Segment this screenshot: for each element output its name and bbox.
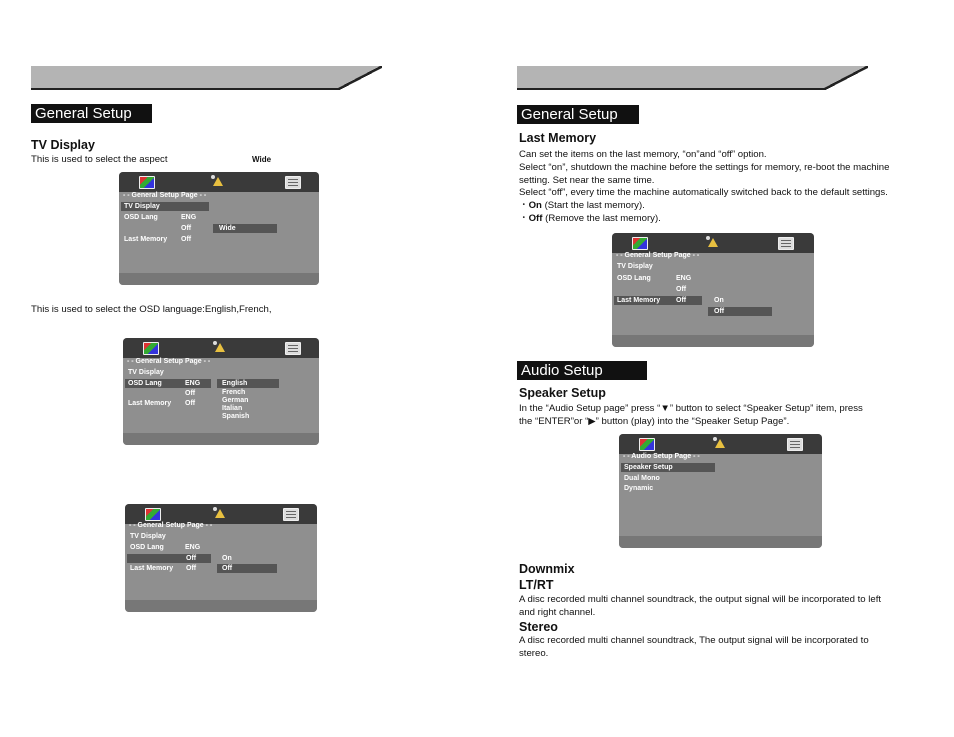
osd-page-title: - - General Setup Page - -: [123, 192, 207, 199]
osd-lang-option-4[interactable]: Italian: [222, 405, 243, 412]
osd-page-title: - - General Setup Page - -: [127, 358, 211, 365]
tv-icon: [632, 237, 648, 250]
osd-option-off[interactable]: Off: [714, 308, 725, 315]
tv-display-heading: TV Display: [31, 138, 95, 152]
osd-lang-option-1[interactable]: English: [222, 380, 248, 387]
osd-last-memory[interactable]: Last Memory: [124, 236, 168, 243]
osd-option-wide[interactable]: Wide: [219, 225, 236, 232]
osd-last-memory-value: Off: [185, 400, 196, 407]
osd-eng-value: ENG: [185, 544, 201, 551]
osd-osd-lang[interactable]: OSD Lang: [130, 544, 164, 551]
osd-lang-option-3[interactable]: German: [222, 397, 249, 404]
right-header-bar: [517, 66, 867, 90]
osd-off-value: Off: [186, 555, 197, 562]
osd-lang-option-5[interactable]: Spanish: [222, 413, 250, 420]
stereo-heading: Stereo: [519, 620, 558, 634]
osd-last-memory-value: Off: [676, 297, 687, 304]
osd-lang-option-2[interactable]: French: [222, 389, 246, 396]
tv-icon: [639, 438, 655, 451]
osd-last-memory[interactable]: Last Memory: [128, 400, 172, 407]
last-memory-heading: Last Memory: [519, 131, 597, 145]
osd-off-value: Off: [185, 390, 196, 397]
last-memory-line-3: setting. Set near the same time.: [519, 175, 655, 186]
preference-icon: [778, 237, 794, 250]
last-memory-line-1: Can set the items on the last memory, “on”and “off” option.: [519, 149, 767, 160]
osd-page-title: - - General Setup Page - -: [616, 252, 700, 259]
osd-speaker-setup[interactable]: Speaker Setup: [624, 464, 673, 471]
osd-footer: [119, 273, 319, 285]
left-section-title: General Setup: [31, 104, 152, 123]
osd-option-off[interactable]: Off: [222, 565, 233, 572]
bullet-off-label: Off: [528, 213, 543, 224]
speaker-icon: [213, 341, 229, 354]
osd-eng-value: ENG: [185, 380, 201, 387]
audio-setup-title: Audio Setup: [517, 361, 647, 380]
tv-icon: [143, 342, 159, 355]
ltrt-line-2: and right channel.: [519, 607, 596, 618]
osd-dynamic[interactable]: Dynamic: [624, 485, 654, 492]
osd-screen-tv-display: [119, 172, 319, 285]
osd-eng-value: ENG: [676, 275, 692, 282]
preference-icon: [285, 342, 301, 355]
osd-screen-last-memory-left: [125, 504, 317, 612]
osd-screen-osd-lang: [123, 338, 319, 445]
osd-osd-lang[interactable]: OSD Lang: [128, 380, 162, 387]
preference-icon: [787, 438, 803, 451]
left-header-bar-edge: [336, 66, 382, 90]
osd-dual-mono[interactable]: Dual Mono: [624, 475, 660, 482]
osd-tv-display[interactable]: TV Display: [124, 203, 160, 210]
osd-eng-value: ENG: [181, 214, 197, 221]
osd-tv-display[interactable]: TV Display: [617, 263, 653, 270]
bullet-on: ・On (Start the last memory).: [519, 200, 645, 211]
tv-icon: [139, 176, 155, 189]
osd-last-memory[interactable]: Last Memory: [617, 297, 661, 304]
osd-last-memory-value: Off: [181, 236, 192, 243]
speaker-icon: [713, 437, 729, 450]
bullet-off-text: (Remove the last memory).: [542, 213, 661, 224]
ltrt-heading: LT/RT: [519, 578, 554, 592]
ltrt-line-1: A disc recorded multi channel soundtrack, the output signal will be incorporated to left: [519, 594, 882, 605]
right-section-title: General Setup: [517, 105, 639, 124]
downmix-heading: Downmix: [519, 562, 575, 576]
osd-osd-lang[interactable]: OSD Lang: [617, 275, 651, 282]
stereo-line-2: stereo.: [519, 648, 549, 659]
osd-highlight: [127, 554, 211, 563]
preference-icon: [283, 508, 299, 521]
left-header-bar: [31, 66, 381, 90]
osd-tv-display[interactable]: TV Display: [128, 369, 164, 376]
osd-osd-lang[interactable]: OSD Lang: [124, 214, 158, 221]
last-memory-line-4: Select “off”, every time the machine automatically switched back to the default settings.: [519, 187, 888, 198]
osd-option-on[interactable]: On: [714, 297, 724, 304]
tv-icon: [145, 508, 161, 521]
speaker-setup-heading: Speaker Setup: [519, 386, 606, 400]
osd-page-title: - - Audio Setup Page - -: [623, 453, 700, 460]
speaker-icon: [213, 507, 229, 520]
speaker-icon: [211, 175, 227, 188]
osd-tv-display[interactable]: TV Display: [130, 533, 166, 540]
last-memory-line-2: Select “on”, shutdown the machine before the settings for memory, re-boot the machine: [519, 162, 890, 173]
osd-lang-text: This is used to select the OSD language:English,French,: [31, 304, 272, 315]
osd-footer: [619, 536, 822, 548]
osd-page-title: - - General Setup Page - -: [129, 522, 213, 529]
osd-footer: [123, 433, 319, 445]
tv-display-text: This is used to select the aspect: [31, 154, 168, 165]
bullet-on-label: On: [528, 200, 542, 211]
osd-footer: [612, 335, 814, 347]
preference-icon: [285, 176, 301, 189]
osd-last-memory[interactable]: Last Memory: [130, 565, 174, 572]
speaker-line-2: the “ENTER”or “▶” button (play) into the “Speaker Setup Page”.: [519, 416, 790, 427]
osd-off-value: Off: [676, 286, 687, 293]
right-header-bar-edge: [822, 66, 868, 90]
bullet-off: ・Off (Remove the last memory).: [519, 213, 661, 224]
osd-screen-audio-setup: [619, 434, 822, 548]
speaker-line-1: In the “Audio Setup page” press “▼” button to select “Speaker Setup” item, press: [519, 403, 863, 414]
osd-footer: [125, 600, 317, 612]
osd-screen-last-memory-right: [612, 233, 814, 347]
tv-display-wide: Wide: [252, 155, 272, 164]
osd-option-on[interactable]: On: [222, 555, 232, 562]
osd-off-value: Off: [181, 225, 192, 232]
osd-last-memory-value: Off: [186, 565, 197, 572]
bullet-on-text: (Start the last memory).: [541, 200, 645, 211]
stereo-line-1: A disc recorded multi channel soundtrack, The output signal will be incorporated to: [519, 635, 869, 646]
speaker-icon: [706, 236, 722, 249]
